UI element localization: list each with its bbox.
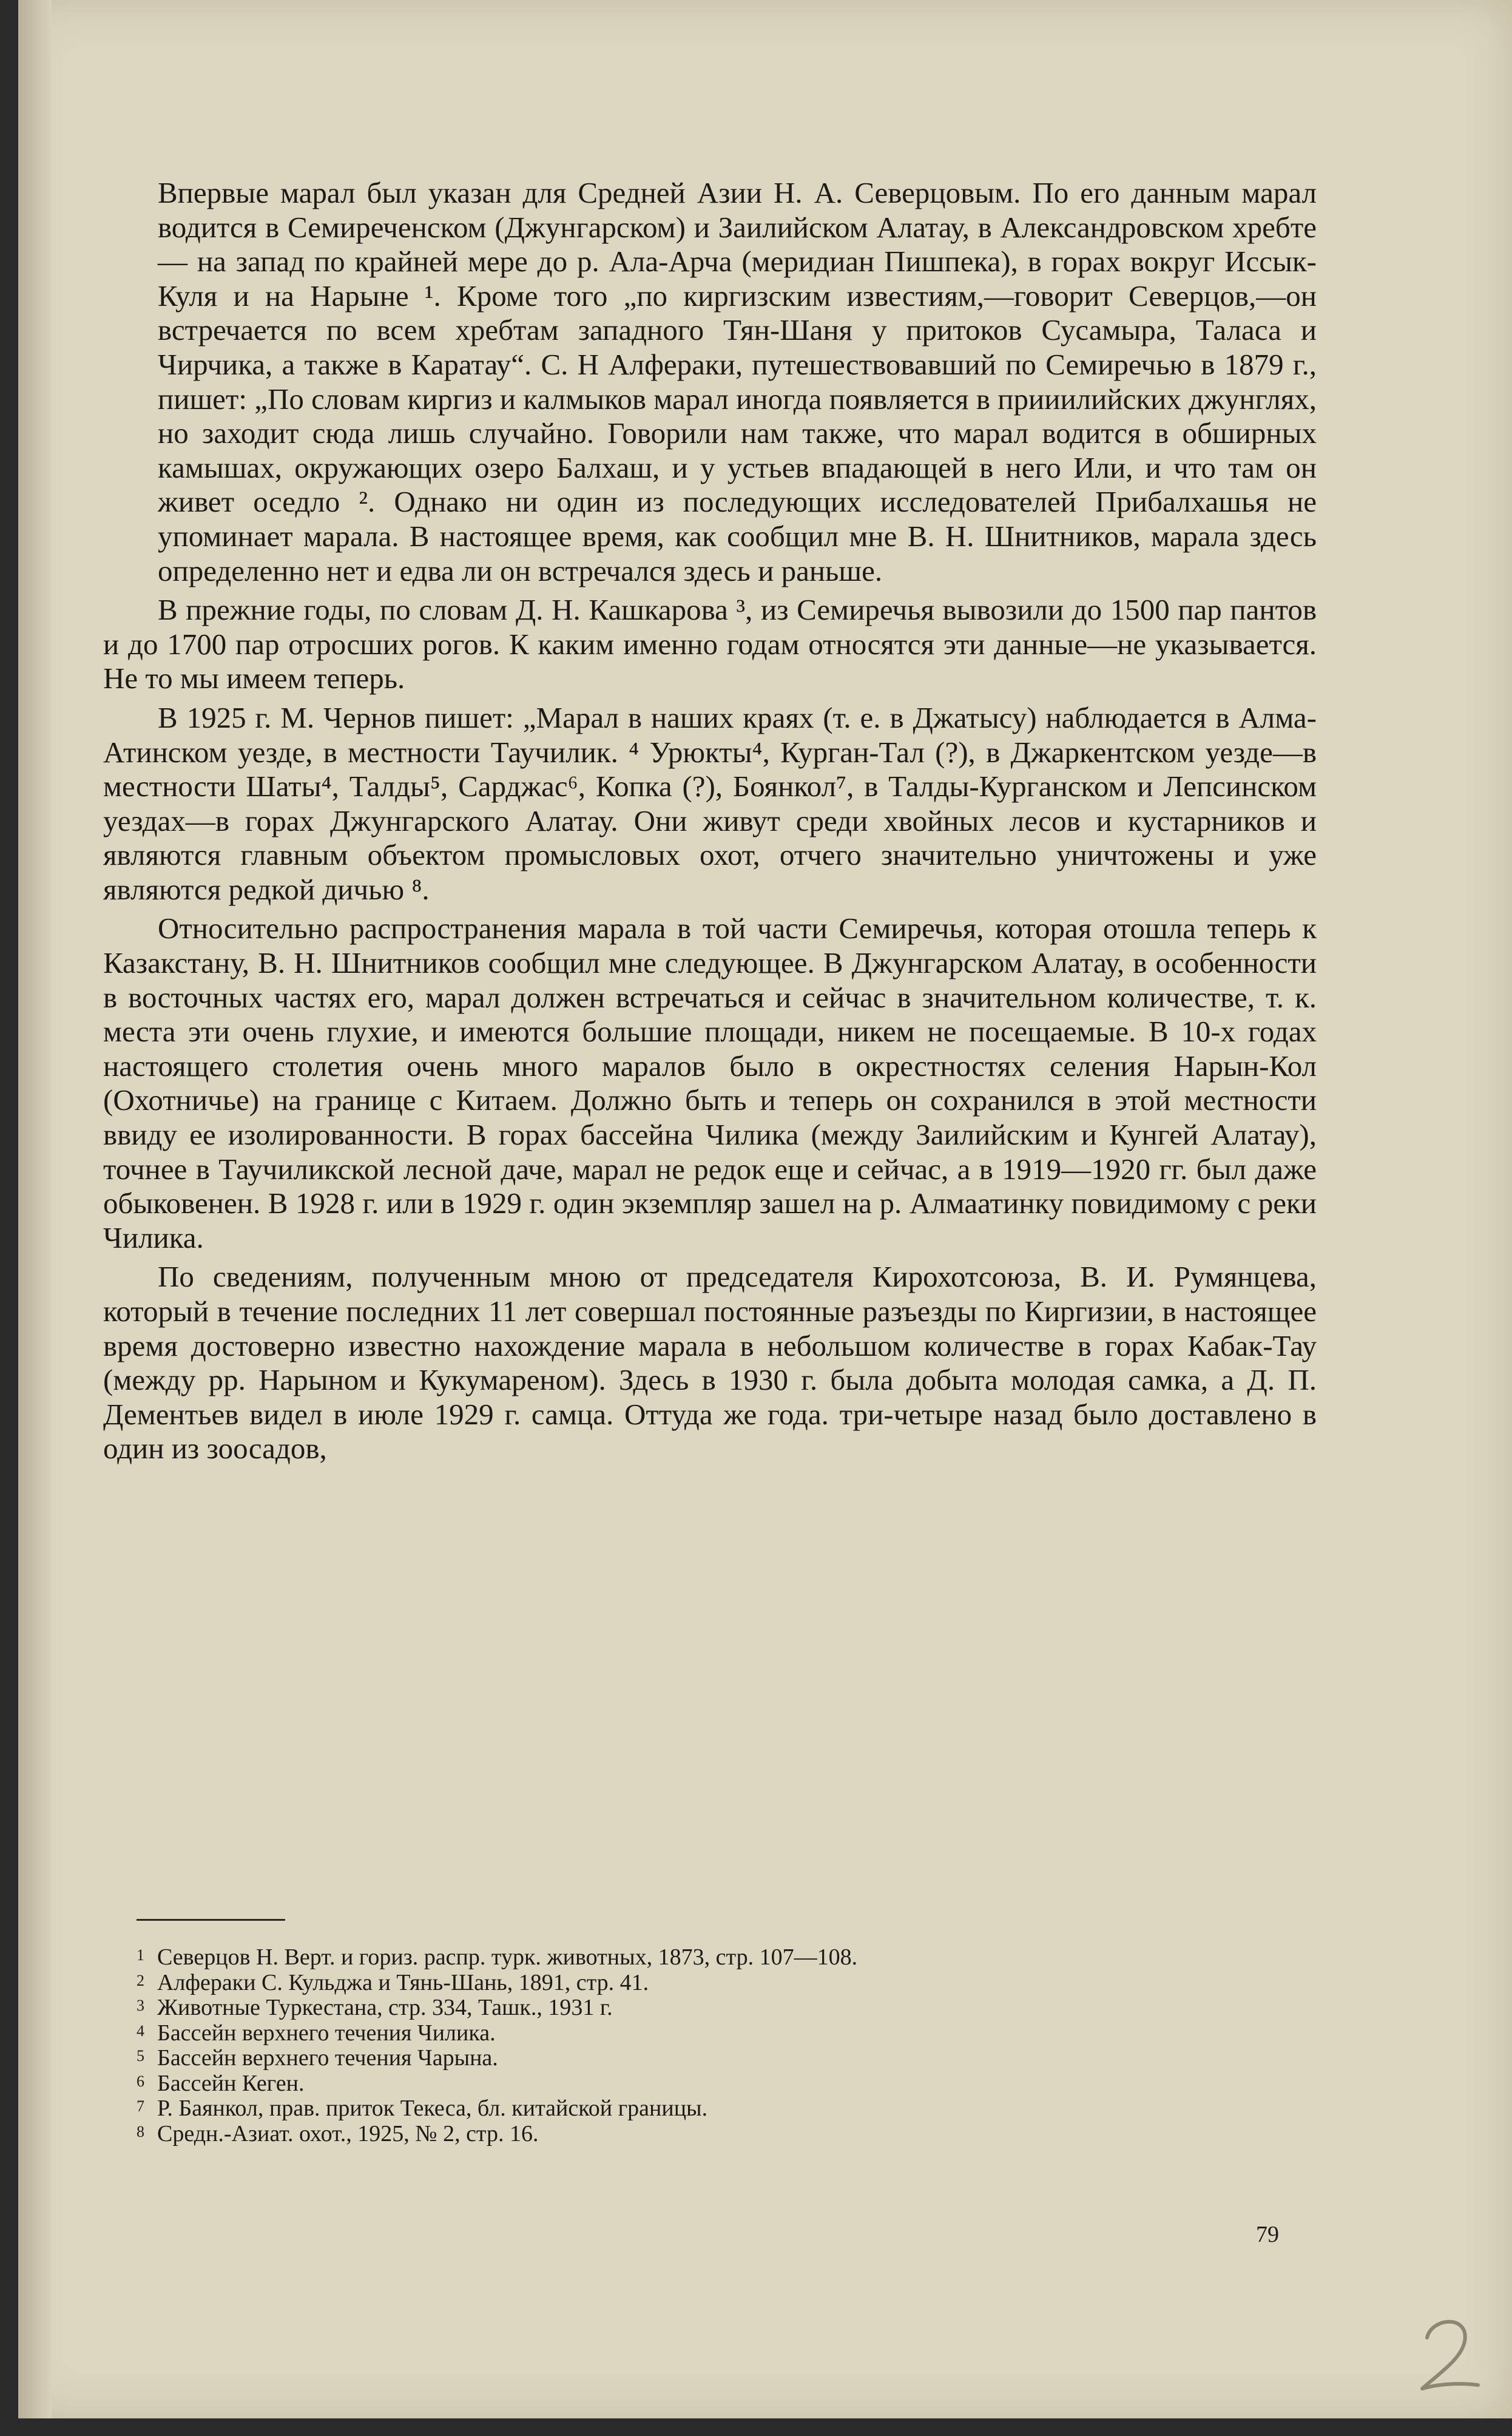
footnote xyxy=(137,1995,1289,2021)
footnote xyxy=(137,2096,1289,2122)
footnote-number: 6 xyxy=(137,2072,144,2090)
paragraph: По сведениям, полученным мною от председателя Кирохотсоюза, В. И. Румянцева, который в течение последних 11 лет совершал постоянные разъезды по Киргизии, в настоящее время достоверно известно нахождение марала в небольшом количестве в горах Кабак-Тау (между рр. Нарыном и Кукумареном). Здесь в 1930 г. была добыта молодая самка, а Д. П. Дементьев видел в июле 1929 г. самца. Оттуда же года. три-четыре назад было доставлено в один из зоосадов, xyxy=(103,1260,1317,1466)
footnote xyxy=(137,2046,1289,2071)
footnote xyxy=(137,2122,1289,2147)
footnote xyxy=(137,1945,1289,1971)
footnote-number: 3 xyxy=(137,1997,144,2014)
paragraph: Относительно распространения марала в той части Семиречья, которая отошла теперь к Казакстану, В. Н. Шнитников сообщил мне следующее. В Джунгарском Алатау, в особенности в восточных частях его, марал должен встречаться и сейчас в значительном количестве, т. к. места эти очень глухие, и имеются большие площади, никем не посещаемые. В 10-х годах настоящего столетия очень много маралов было в окрестностях селения Нарын-Кол (Охотничье) на границе с Китаем. Должно быть и теперь он сохранился в этой местности ввиду ее изолированности. В горах бассейна Чилика (между Заилийским и Кунгей Алатау), точнее в Таучиликской лесной даче, марал не редок еще и сейчас, а в 1919—1920 гг. был даже обыковенен. В 1928 г. или в 1929 г. один экземпляр зашел на р. Алмаатинку повидимому с реки Чилика. xyxy=(103,912,1317,1254)
footnote xyxy=(137,1971,1289,1996)
footnote-text: Бассейн Кеген. xyxy=(157,2070,305,2096)
footnote-number: 1 xyxy=(137,1946,144,1964)
footnote-text: Алфераки С. Кульджа и Тянь-Шань, 1891, стр. 41. xyxy=(157,1969,649,1995)
footnotes xyxy=(137,1945,1289,2147)
footnote-text: Северцов Н. Верт. и гориз. распр. турк. животных, 1873, стр. 107—108. xyxy=(157,1944,858,1970)
footnote-number: 7 xyxy=(137,2097,144,2115)
footnote-text: Бассейн верхнего течения Чилика. xyxy=(157,2020,496,2046)
footnote-text: Животные Туркестана, стр. 334, Ташк., 1931 г. xyxy=(157,1995,613,2020)
footnote-text: Бассейн верхнего течения Чарына. xyxy=(157,2045,498,2071)
page-spine-shadow xyxy=(18,0,52,2418)
body-text xyxy=(103,176,1317,1466)
page-number: 79 xyxy=(1256,2222,1279,2247)
paragraph: Впервые марал был указан для Средней Азии Н. А. Северцовым. По его данным марал водится в Семиреченском (Джунгарском) и Заилийском Алатау, в Александровском хребте — на запад по крайней мере до р. Ала-Арча (меридиан Пишпека), в горах вокруг Иссык-Куля и на Нарыне ¹. Кроме того „по киргизским известиям,—говорит Северцов,—он встречается по всем хребтам западного Тян-Шаня у притоков Сусамыра, Таласа и Чирчика, а также в Каратау“. С. Н Алфераки, путешествовавший по Семиречью в 1879 г., пишет: „По словам киргиз и калмыков марал иногда появляется в прииилийских джунглях, но заходит сюда лишь случайно. Говорили нам также, что марал водится в обширных камышах, окружающих озеро Балхаш, и у устьев впадающей в него Или, и что там он живет оседло ². Однако ни один из последующих исследователей Прибалхашья не упоминает марала. В настоящее время, как сообщил мне В. Н. Шнитников, марала здесь определенно нет и едва ли он встречался здесь и раньше. xyxy=(158,176,1317,587)
footnote-text: Р. Баянкол, прав. приток Текеса, бл. китайской границы. xyxy=(157,2096,708,2121)
document-page xyxy=(18,0,1512,2418)
paragraph: В 1925 г. М. Чернов пишет: „Марал в наших краях (т. е. в Джатысу) наблюдается в Алма-Атинском уезде, в местности Таучилик. ⁴ Урюкты⁴, Курган-Тал (?), в Джаркентском уезде—в местности Шаты⁴, Талды⁵, Сарджас⁶, Копка (?), Боянкол⁷, в Талды-Курганском и Лепсинском уездах—в горах Джунгарского Алатау. Они живут среди хвойных лесов и кустарников и являются главным объектом промысловых охот, отчего значительно уничтожены и уже являются редкой дичью ⁸. xyxy=(103,700,1317,906)
footnote xyxy=(137,2071,1289,2097)
footnote-number: 8 xyxy=(137,2122,144,2140)
footnote-number: 5 xyxy=(137,2047,144,2065)
footnote-number: 4 xyxy=(137,2022,144,2040)
footnote-separator xyxy=(137,1919,285,1921)
handwritten-number-mark xyxy=(1414,2306,1487,2397)
footnote-text: Средн.-Азиат. охот., 1925, № 2, стр. 16. xyxy=(157,2120,539,2147)
footnote-number: 2 xyxy=(137,1971,144,1989)
footnote xyxy=(137,2021,1289,2046)
paragraph: В прежние годы, по словам Д. Н. Кашкарова ³, из Семиречья вывозили до 1500 пар пантов и до 1700 пар отросших рогов. К каким именно годам относятся эти данные—не указывается. Не то мы имеем теперь. xyxy=(103,593,1317,695)
